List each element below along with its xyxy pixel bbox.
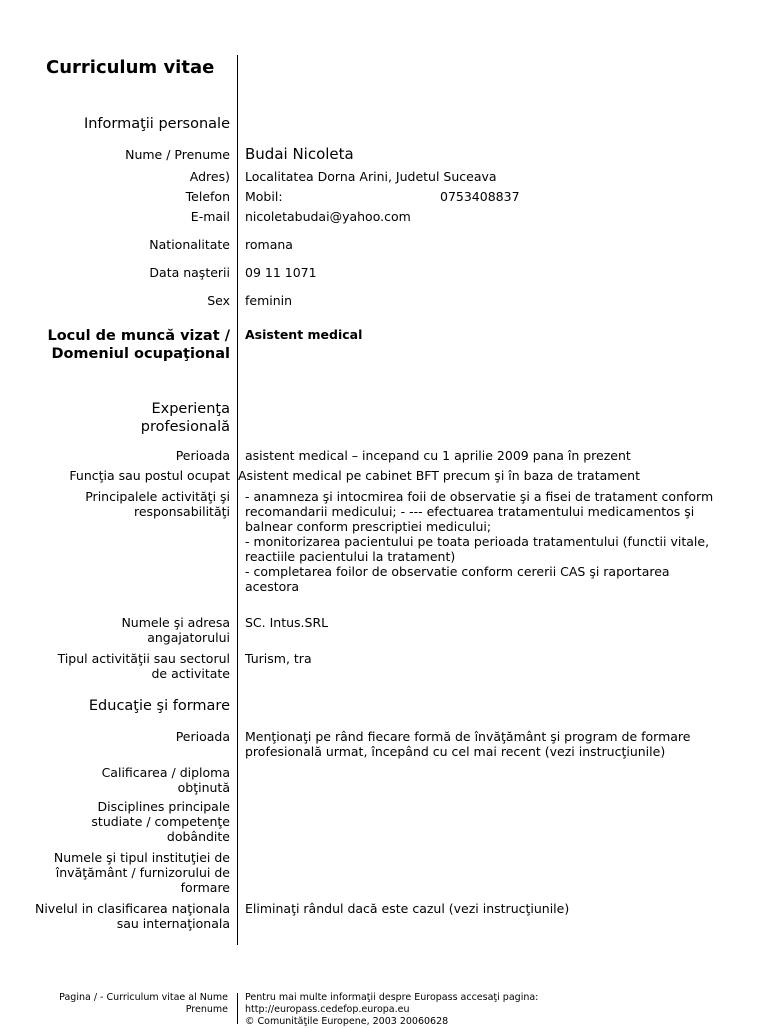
footer-divider xyxy=(237,993,238,1024)
job-heading: Locul de muncă vizat / Domeniul ocupaţional xyxy=(47,328,230,362)
personal-heading: Informaţii personale xyxy=(83,116,230,132)
email-label: E-mail xyxy=(190,209,230,224)
sex-value: feminin xyxy=(245,293,293,308)
footer-right xyxy=(245,992,538,1028)
phone-number: 0753408837 xyxy=(440,189,520,204)
column-divider xyxy=(237,55,238,945)
edu-period-label: Perioada xyxy=(175,729,230,744)
activity-line: - anamneza şi intocmirea foii de observatie şi a fisei de tratament conform xyxy=(245,489,714,504)
footer-left: Pagina / - Curriculum vitae al Nume Prenume xyxy=(59,992,228,1015)
address-value: Localitatea Dorna Arini, Judetul Suceava xyxy=(245,169,497,184)
phone-label: Telefon xyxy=(185,189,230,204)
exp-employer-label: Numele şi adresa angajatorului xyxy=(121,615,230,645)
activity-line: reactiile pacientului la tratament) xyxy=(245,549,456,564)
birth-value: 09 11 1071 xyxy=(245,265,317,280)
footer-link[interactable]: http://europass.cedefop.europa.eu xyxy=(245,1004,410,1015)
email-value: nicoletabudai@yahoo.com xyxy=(245,209,411,224)
exp-period-value: asistent medical – incepand cu 1 aprilie 2009 pana în prezent xyxy=(245,448,631,463)
footer-line: Pentru mai multe informaţii despre Europass accesaţi pagina: xyxy=(245,992,539,1003)
exp-activities-list xyxy=(245,489,713,594)
sex-label: Sex xyxy=(207,293,230,308)
activity-line: - completarea foilor de observatie conform cererii CAS şi raportarea xyxy=(245,564,670,579)
address-label: Adres) xyxy=(189,169,230,184)
full-name: Budai Nicoleta xyxy=(245,145,354,163)
exp-period-label: Perioada xyxy=(175,448,230,463)
edu-period-value xyxy=(245,729,690,759)
exp-position-label: Funcţia sau postul ocupat xyxy=(69,468,230,483)
nationality-value: romana xyxy=(245,237,293,252)
edu-period-line: profesională urmat, începând cu cel mai recent (vezi instrucţiunile) xyxy=(245,744,666,759)
edu-level-value: Eliminaţi rândul dacă este cazul (vezi instrucţiunile) xyxy=(245,901,570,916)
job-value: Asistent medical xyxy=(245,327,363,342)
cv-title: Curriculum vitae xyxy=(46,57,215,78)
activity-line: balnear conform prescriptiei medicului; xyxy=(245,519,492,534)
exp-sector-value: Turism, tra xyxy=(245,651,312,666)
edu-qualification-label: Calificarea / diploma obţinută xyxy=(101,765,230,795)
experience-heading: Experienţa profesională xyxy=(140,401,230,435)
birth-label: Data naşterii xyxy=(149,265,230,280)
nationality-label: Nationalitate xyxy=(149,237,230,252)
exp-position-value: Asistent medical pe cabinet BFT precum şi în baza de tratament xyxy=(238,468,640,483)
exp-activities-label: Principalele activităţi şi responsabilităţi xyxy=(85,489,230,519)
edu-institution-label: Numele şi tipul instituţiei de învăţământ / furnizorului de formare xyxy=(53,850,230,895)
footer-line: © Comunităţile Europene, 2003 20060628 xyxy=(245,1016,449,1027)
edu-period-line: Menţionaţi pe rând fiecare formă de învăţământ şi program de formare xyxy=(245,729,691,744)
edu-level-label: Nivelul in clasificarea naţionala sau internaţionala xyxy=(34,901,230,931)
exp-sector-label: Tipul activităţii sau sectorul de activitate xyxy=(57,651,230,681)
activity-line: - monitorizarea pacientului pe toata perioada tratamentului (functii vitale, xyxy=(245,534,710,549)
activity-line: recomandarii medicului; - --- efectuarea tratamentului medicamentos şi xyxy=(245,504,695,519)
phone-row xyxy=(245,189,545,204)
phone-type: Mobil: xyxy=(245,189,283,204)
education-heading: Educaţie şi formare xyxy=(88,698,230,714)
edu-subjects-label: Disciplines principale studiate / competenţe dobândite xyxy=(91,799,230,844)
activity-line: acestora xyxy=(245,579,300,594)
exp-employer-value: SC. Intus.SRL xyxy=(245,615,329,630)
name-label: Nume / Prenume xyxy=(125,147,230,162)
